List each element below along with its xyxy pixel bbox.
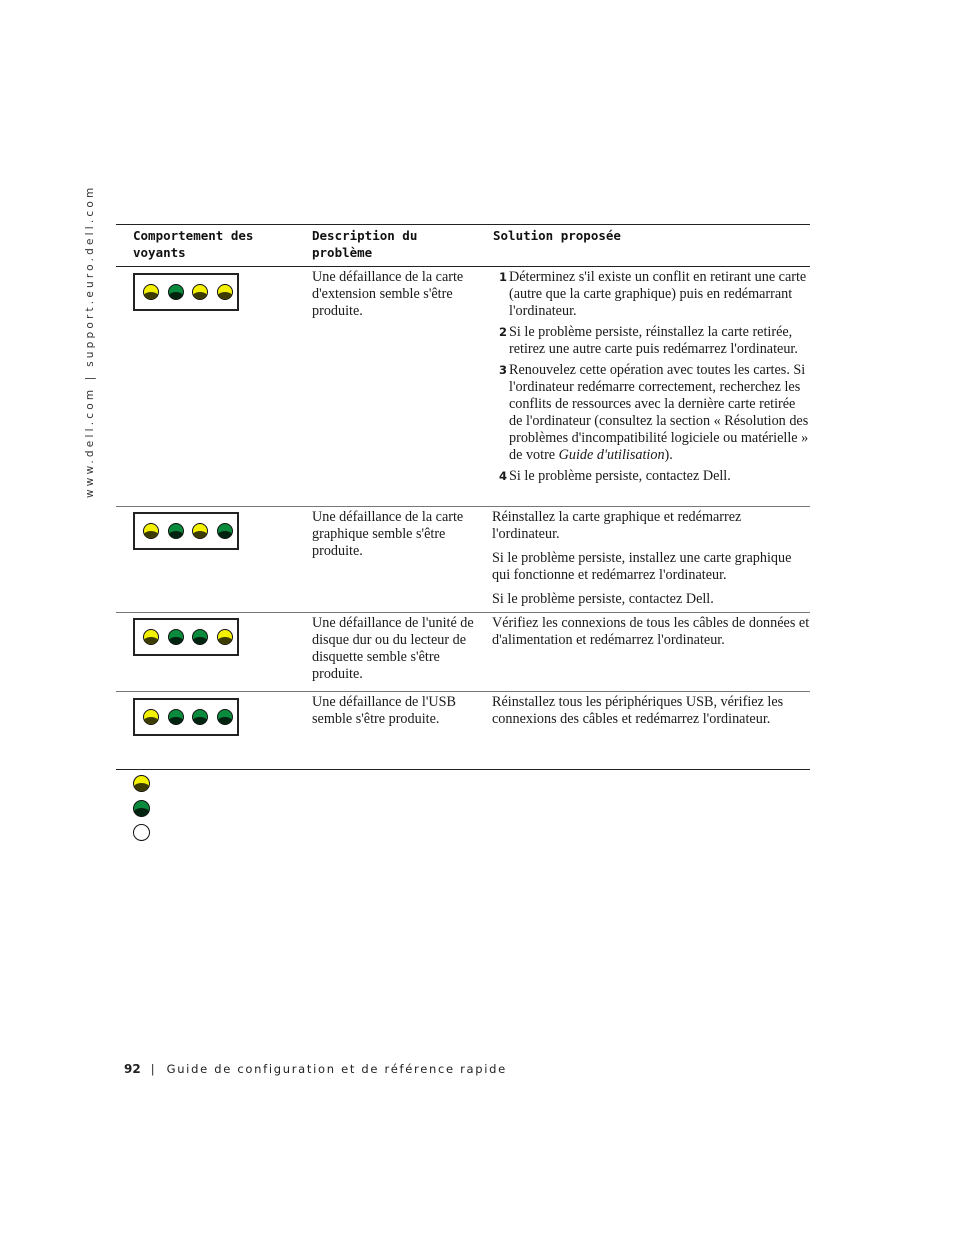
page-footer — [124, 1062, 507, 1076]
table-bottom-rule — [116, 769, 810, 770]
solution-paragraph: Réinstallez la carte graphique et redémarrez l'ordinateur. — [492, 509, 742, 542]
problem-description: Une défaillance de l'USB semble s'être produite. — [312, 694, 456, 727]
user-guide-reference: Guide d'utilisation — [558, 447, 665, 463]
led-panel — [133, 512, 239, 550]
step-text: Renouvelez cette opération avec toutes les cartes. Si l'ordinateur redémarre correctement, recherchez les conflits de ressources avec la dernière carte retirée de l'ordinateur (consultez la section « Résolution des problèmes d'incompatibilité logiciele ou matérielle » de votre — [509, 362, 809, 463]
led-indicator-icon — [143, 709, 159, 725]
led-indicator-icon — [192, 629, 208, 645]
header-led-behavior-line2: voyants — [133, 245, 186, 260]
header-led-behavior-line1: Comportement des — [133, 228, 254, 243]
page-number: 92 — [124, 1062, 141, 1076]
header-proposed-solution — [493, 227, 793, 244]
led-indicator-icon — [168, 709, 184, 725]
sidebar-url-text: www.dell.com | support.euro.dell.com — [84, 184, 96, 498]
solution-step — [492, 468, 810, 485]
step-text-end: ). — [664, 447, 673, 463]
header-problem-description — [312, 227, 482, 261]
solution-step — [492, 362, 810, 464]
solution-text — [492, 694, 810, 735]
step-number: 2 — [499, 325, 508, 339]
led-indicator-icon — [217, 709, 233, 725]
solution-text — [492, 615, 810, 656]
led-indicator-icon — [217, 523, 233, 539]
table-row — [116, 506, 810, 612]
table-row — [116, 266, 810, 506]
solution-step — [492, 269, 810, 320]
header-problem-description-line1: Description du — [312, 228, 418, 243]
table-top-rule — [116, 224, 810, 225]
table-row — [116, 691, 810, 769]
led-indicator-icon — [168, 523, 184, 539]
footer-separator: | — [150, 1062, 155, 1076]
solution-step — [492, 324, 810, 358]
off-led-legend-icon — [133, 824, 150, 841]
step-number: 4 — [499, 469, 508, 483]
led-panel — [133, 698, 239, 736]
header-proposed-solution-line1: Solution proposée — [493, 228, 621, 243]
step-number: 3 — [499, 363, 508, 377]
header-problem-description-line2: problème — [312, 245, 373, 260]
green-led-legend-icon — [133, 800, 150, 817]
solution-paragraph: Si le problème persiste, installez une carte graphique qui fonctionne et redémarrez l'ordinateur. — [492, 550, 792, 583]
step-number: 1 — [499, 270, 508, 284]
yellow-led-legend-icon — [133, 775, 150, 792]
solution-text — [492, 509, 810, 615]
guide-title: Guide de configuration et de référence rapide — [166, 1062, 507, 1076]
problem-description: Une défaillance de la carte graphique semble s'être produite. — [312, 509, 464, 559]
solution-paragraph: Si le problème persiste, contactez Dell. — [492, 591, 714, 607]
led-indicator-icon — [168, 284, 184, 300]
table-row — [116, 612, 810, 691]
led-indicator-icon — [192, 523, 208, 539]
step-text: Déterminez s'il existe un conflit en retirant une carte (autre que la carte graphique) puis en redémarrant l'ordinateur. — [509, 269, 807, 319]
header-led-behavior — [133, 227, 303, 261]
solution-paragraph: Réinstallez tous les périphériques USB, vérifiez les connexions des câbles et redémarrez l'ordinateur. — [492, 694, 784, 727]
led-indicator-icon — [143, 284, 159, 300]
step-text: Si le problème persiste, contactez Dell. — [509, 468, 731, 484]
solution-paragraph: Vérifiez les connexions de tous les câbles de données et d'alimentation et redémarrez l'ordinateur. — [492, 615, 810, 648]
led-indicator-icon — [143, 523, 159, 539]
led-indicator-icon — [217, 284, 233, 300]
problem-description: Une défaillance de la carte d'extension semble s'être produite. — [312, 269, 464, 319]
led-indicator-icon — [192, 709, 208, 725]
led-panel — [133, 618, 239, 656]
led-indicator-icon — [143, 629, 159, 645]
step-text: Si le problème persiste, réinstallez la carte retirée, retirez une autre carte puis redémarrez l'ordinateur. — [509, 324, 798, 357]
led-panel — [133, 273, 239, 311]
led-indicator-icon — [168, 629, 184, 645]
led-indicator-icon — [217, 629, 233, 645]
solution-steps — [492, 269, 810, 489]
problem-description: Une défaillance de l'unité de disque dur ou du lecteur de disquette semble s'être produite. — [312, 615, 474, 682]
led-indicator-icon — [192, 284, 208, 300]
